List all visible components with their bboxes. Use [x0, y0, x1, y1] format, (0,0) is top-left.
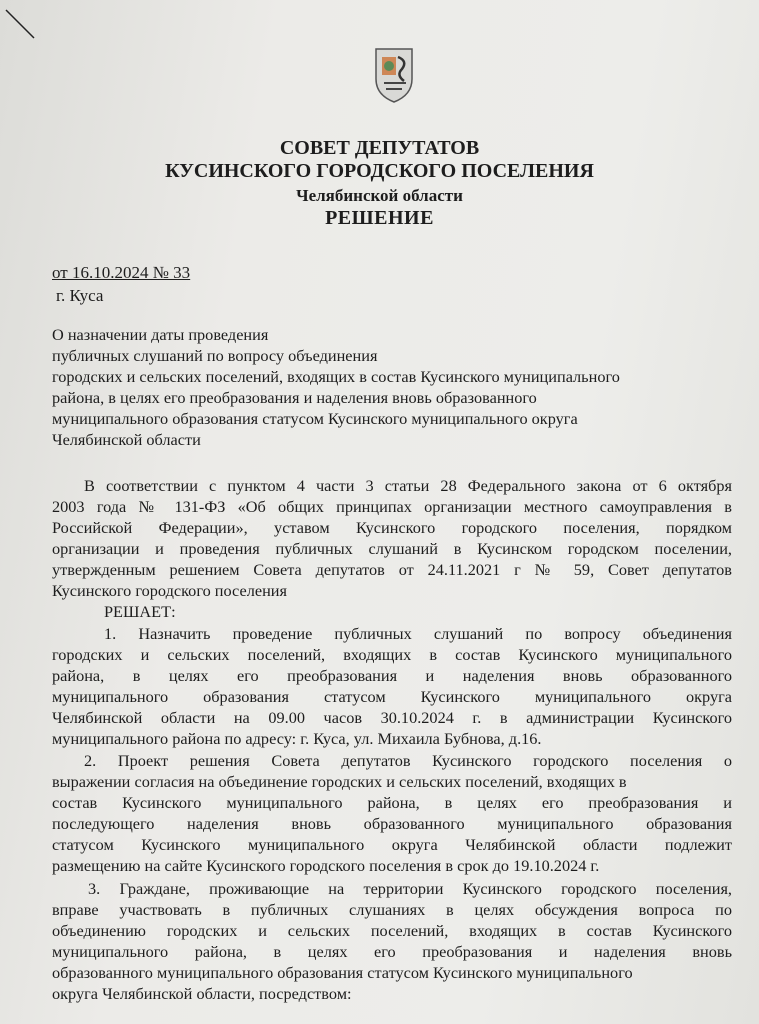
item3-line: округа Челябинской области, посредством: — [52, 984, 352, 1003]
item2-line: статусом Кусинского муниципального округа Челябинской области подлежит — [52, 835, 732, 854]
item3-line: объединению городских и сельских поселений, входящих в состав Кусинского — [52, 921, 732, 940]
item3-line: муниципального района, в целях его преобразования и наделения вновь — [52, 942, 732, 961]
item1-line: муниципального района по адресу: г. Куса, ул. Михаила Бубнова, д.16. — [52, 729, 542, 748]
item2-line: выражении согласия на объединение городских и сельских поселений, входящих в — [52, 772, 627, 791]
region-title: Челябинской области — [296, 186, 463, 205]
subject-line: публичных слушаний по вопросу объединения — [52, 346, 378, 365]
preamble-line: Российской Федерации», уставом Кусинского городского поселения, порядком — [52, 518, 732, 537]
item2-line: состав Кусинского муниципального района, в целях его преобразования и — [52, 793, 732, 812]
item1-line: района, в целях его преобразования и наделения вновь образованного — [52, 666, 732, 685]
pen-mark — [4, 0, 44, 40]
subject-line: городских и сельских поселений, входящих в состав Кусинского муниципального — [52, 367, 620, 386]
item3-line: 3. Граждане, проживающие на территории Кусинского городского поселения, — [88, 879, 732, 898]
subject-line: района, в целях его преобразования и наделения вновь образованного — [52, 388, 537, 407]
preamble-line: утвержденным решением Совета депутатов от 24.11.2021 г № 59, Совет депутатов — [52, 560, 732, 579]
item2-line: последующего наделения вновь образованного муниципального образования — [52, 814, 732, 833]
item2-line: размещению на сайте Кусинского городского поселения в срок до 19.10.2024 г. — [52, 856, 600, 875]
item1-line: муниципального образования статусом Кусинского муниципального округа — [52, 687, 732, 706]
doc-type-title: РЕШЕНИЕ — [325, 207, 434, 229]
item1-line: 1. Назначить проведение публичных слушаний по вопросу объединения — [104, 624, 732, 643]
coat-of-arms-emblem — [372, 45, 416, 105]
subject-line: муниципального образования статусом Кусинского муниципального округа — [52, 409, 578, 428]
resolves-label: РЕШАЕТ: — [104, 602, 176, 621]
preamble-line: организации и проведения публичных слушаний в Кусинском городском поселении, — [52, 539, 732, 558]
item2-line: 2. Проект решения Совета депутатов Кусинского городского поселения о — [84, 751, 732, 770]
item1-line: Челябинской области на 09.00 часов 30.10.2024 г. в администрации Кусинского — [52, 708, 732, 727]
settlement-title: КУСИНСКОГО ГОРОДСКОГО ПОСЕЛЕНИЯ — [165, 160, 594, 182]
subject-line: О назначении даты проведения — [52, 325, 269, 344]
preamble-line: В соответствии с пунктом 4 части 3 статьи 28 Федерального закона от 6 октября — [84, 476, 732, 495]
subject-line: Челябинской области — [52, 430, 201, 449]
council-title: СОВЕТ ДЕПУТАТОВ — [279, 137, 480, 159]
date-number: от 16.10.2024 № 33 — [52, 263, 191, 282]
city: г. Куса — [56, 286, 104, 305]
item3-line: вправе участвовать в публичных слушаниях в целях обсуждения вопроса по — [52, 900, 732, 919]
item1-line: городских и сельских поселений, входящих в состав Кусинского муниципального — [52, 645, 732, 664]
preamble-line: Кусинского городского поселения — [52, 581, 287, 600]
item3-line: образованного муниципального образования статусом Кусинского муниципального — [52, 963, 633, 982]
preamble-line: 2003 года № 131-ФЗ «Об общих принципах организации местного самоуправления в — [52, 497, 732, 516]
